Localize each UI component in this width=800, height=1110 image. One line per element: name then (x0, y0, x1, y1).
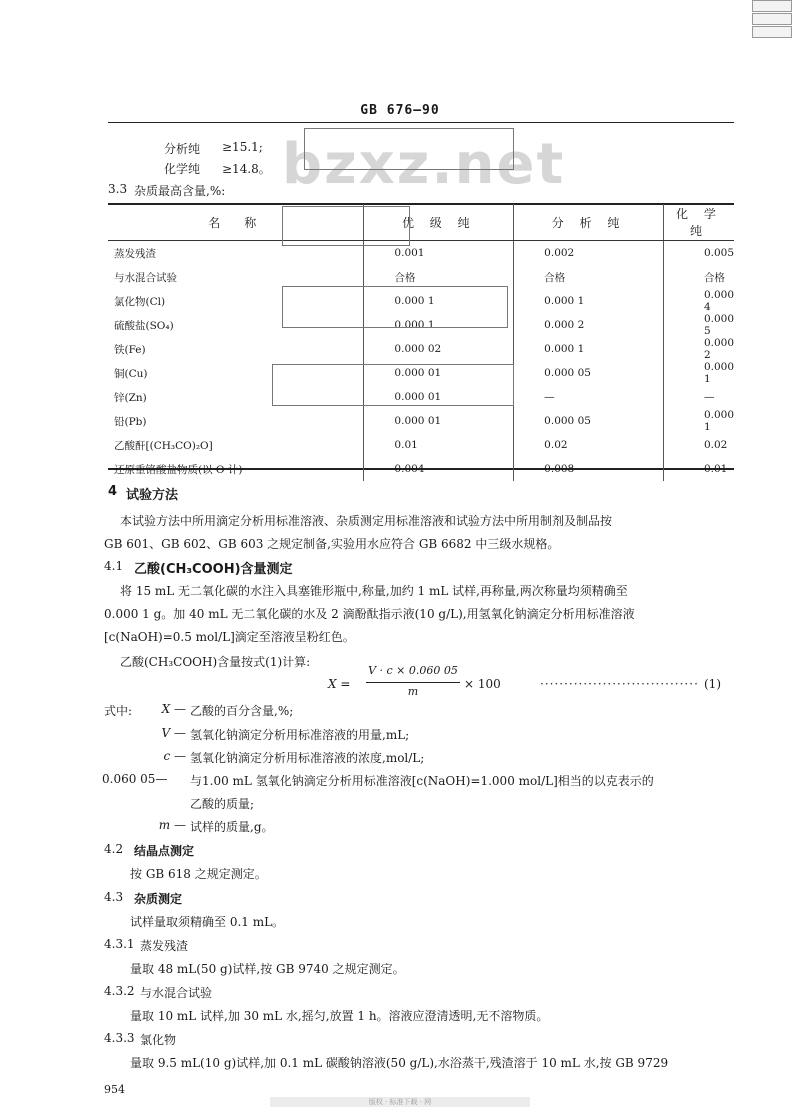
page-number: 954 (104, 1083, 125, 1096)
fraction-bar (366, 682, 460, 683)
formula-leader: ································· (540, 677, 699, 691)
overlay-box (282, 206, 410, 246)
where-text: 氢氧化钠滴定分析用标准溶液的用量,mL; (190, 728, 410, 742)
table-row (108, 457, 734, 481)
paragraph-line: 量取 48 mL(50 g)试样,按 GB 9740 之规定测定。 (130, 962, 405, 976)
cell-value: 0.000 1 (663, 361, 734, 385)
section-number: 4.3 (104, 890, 124, 904)
purity-grade: 化学纯 (164, 162, 201, 176)
overlay-box (272, 364, 514, 406)
section-title: 试验方法 (126, 488, 179, 503)
table-row (108, 337, 734, 361)
section-number: 4 (108, 484, 118, 499)
purity-value: ≥14.8。 (222, 162, 271, 176)
cell-name: 与水混合试验 (114, 271, 177, 284)
cell-value: 0.001 (364, 241, 514, 266)
paragraph-line: [c(NaOH)=0.5 mol/L]滴定至溶液呈粉红色。 (104, 630, 355, 644)
overlay-box (282, 286, 508, 328)
cell-name: 蒸发残渣 (114, 247, 156, 260)
col-header-analytical: 分 析 纯 (514, 204, 664, 241)
table-row (108, 409, 734, 433)
cell-name: 氯化物(Cl) (114, 295, 166, 308)
formula-lhs: X = (328, 677, 351, 691)
paragraph-line: 按 GB 618 之规定测定。 (130, 867, 267, 881)
cell-value: 0.000 1 (663, 409, 734, 433)
cell-value: 0.000 01 (364, 409, 514, 433)
formula-numerator: V · c × 0.060 05 (368, 664, 458, 677)
cell-name: 铁(Fe) (114, 343, 146, 356)
cell-value: 0.000 02 (364, 337, 514, 361)
section-number: 4.1 (104, 559, 124, 573)
paragraph-line: GB 601、GB 602、GB 603 之规定制备,实验用水应符合 GB 6682 中三级水规格。 (104, 537, 560, 551)
cell-value: 0.000 05 (514, 361, 664, 385)
footer-banner: 版权 · 标准下载 · 网 (270, 1097, 530, 1107)
section-number: 4.3.1 (104, 937, 135, 951)
cell-name: 还原重铬酸盐物质(以 O 计) (114, 463, 243, 476)
cell-value: 0.005 (663, 241, 734, 266)
cell-value: 0.000 1 (364, 289, 514, 313)
col-header-name: 名 称 (108, 204, 364, 241)
paragraph-line: 本试验方法中所用滴定分析用标准溶液、杂质测定用标准溶液和试验方法中所用制剂及制品按 (120, 514, 613, 528)
cell-name: 铜(Cu) (114, 367, 148, 380)
paragraph-line: 量取 10 mL 试样,加 30 mL 水,摇匀,放置 1 h。溶液应澄清透明,无不溶物质。 (130, 1009, 549, 1023)
cell-value: 0.000 4 (663, 289, 734, 313)
cell-value: 0.002 (514, 241, 664, 266)
impurity-table (108, 204, 734, 481)
overlay-box (304, 128, 514, 170)
formula-denominator: m (407, 685, 419, 698)
watermark: bzxz.net (282, 132, 566, 197)
table-row (108, 241, 734, 266)
standard-header: GB 676—90 (360, 103, 440, 118)
cell-value: 合格 (364, 265, 514, 289)
cell-value: — (514, 385, 664, 409)
cell-value: 合格 (514, 265, 664, 289)
paragraph-line: 0.000 1 g。加 40 mL 无二氧化碳的水及 2 滴酚酞指示液(10 g/L),用氢氧化钠滴定分析用标准溶液 (104, 607, 635, 621)
header-rule (108, 122, 734, 123)
corner-tab (752, 13, 792, 25)
cell-value: 0.02 (663, 433, 734, 457)
cell-value: 0.008 (514, 457, 664, 481)
cell-name: 硫酸盐(SO₄) (114, 319, 174, 332)
section-title: 杂质最高含量,%: (134, 184, 226, 198)
cell-name: 锌(Zn) (114, 391, 147, 404)
cell-value: 0.000 01 (364, 385, 514, 409)
col-header-guaranteed: 优 级 纯 (364, 204, 514, 241)
where-symbol: X — (161, 702, 186, 716)
section-title: 蒸发残渣 (140, 939, 189, 953)
cell-value: 0.004 (364, 457, 514, 481)
cell-value: 0.01 (663, 457, 734, 481)
section-number: 4.3.2 (104, 984, 135, 998)
paragraph-line: 乙酸(CH₃COOH)含量按式(1)计算: (120, 655, 311, 669)
cell-value: 合格 (663, 265, 734, 289)
section-title: 结晶点测定 (134, 844, 195, 858)
where-text: 与1.00 mL 氢氧化钠滴定分析用标准溶液[c(NaOH)=1.000 mol/L]相当的以克表示的 (190, 774, 654, 788)
purity-value: ≥15.1; (222, 140, 263, 154)
table-header-row (108, 204, 734, 241)
cell-value: 0.000 1 (514, 337, 664, 361)
cell-value: 0.02 (514, 433, 664, 457)
where-symbol: 0.060 05— (102, 772, 168, 786)
cell-value: 0.000 01 (364, 361, 514, 385)
table-row (108, 433, 734, 457)
cell-value: 0.000 2 (663, 337, 734, 361)
where-text: 乙酸的质量; (190, 797, 255, 811)
section-title: 与水混合试验 (140, 986, 213, 1000)
cell-value: 0.01 (364, 433, 514, 457)
section-number: 4.2 (104, 842, 124, 856)
cell-value: 0.000 2 (514, 313, 664, 337)
where-text: 乙酸的百分含量,%; (190, 704, 294, 718)
corner-tab (752, 26, 792, 38)
cell-value: 0.000 1 (514, 289, 664, 313)
paragraph-line: 试样量取须精确至 0.1 mL。 (130, 915, 285, 929)
where-symbol: V — (161, 726, 186, 740)
col-header-chemical: 化 学 纯 (663, 204, 734, 241)
purity-grade: 分析纯 (164, 142, 201, 156)
cell-name: 乙酸酐[(CH₃CO)₂O] (114, 439, 213, 452)
corner-tab (752, 0, 792, 12)
cell-value: 0.000 5 (663, 313, 734, 337)
where-text: 氢氧化钠滴定分析用标准溶液的浓度,mol/L; (190, 751, 425, 765)
section-number: 4.3.3 (104, 1031, 135, 1045)
where-symbol: m — (158, 818, 186, 832)
where-text: 试样的质量,g。 (190, 820, 274, 834)
where-lead: 式中: (104, 704, 133, 718)
section-title: 乙酸(CH₃COOH)含量测定 (134, 562, 293, 577)
formula-times: × 100 (464, 677, 501, 691)
section-title: 杂质测定 (134, 892, 183, 906)
where-symbol: c — (163, 749, 186, 763)
section-title: 氯化物 (140, 1033, 177, 1047)
cell-value: — (663, 385, 734, 409)
cell-value: 0.000 1 (364, 313, 514, 337)
formula-number: (1) (704, 677, 721, 691)
paragraph-line: 将 15 mL 无二氧化碳的水注入具塞锥形瓶中,称量,加约 1 mL 试样,再称量,两次称量均须精确至 (120, 584, 628, 598)
section-number: 3.3 (108, 182, 128, 196)
cell-value: 0.000 05 (514, 409, 664, 433)
paragraph-line: 量取 9.5 mL(10 g)试样,加 0.1 mL 碳酸钠溶液(50 g/L),水浴蒸干,残渣溶于 10 mL 水,按 GB 9729 (130, 1056, 669, 1070)
cell-name: 铅(Pb) (114, 415, 147, 428)
